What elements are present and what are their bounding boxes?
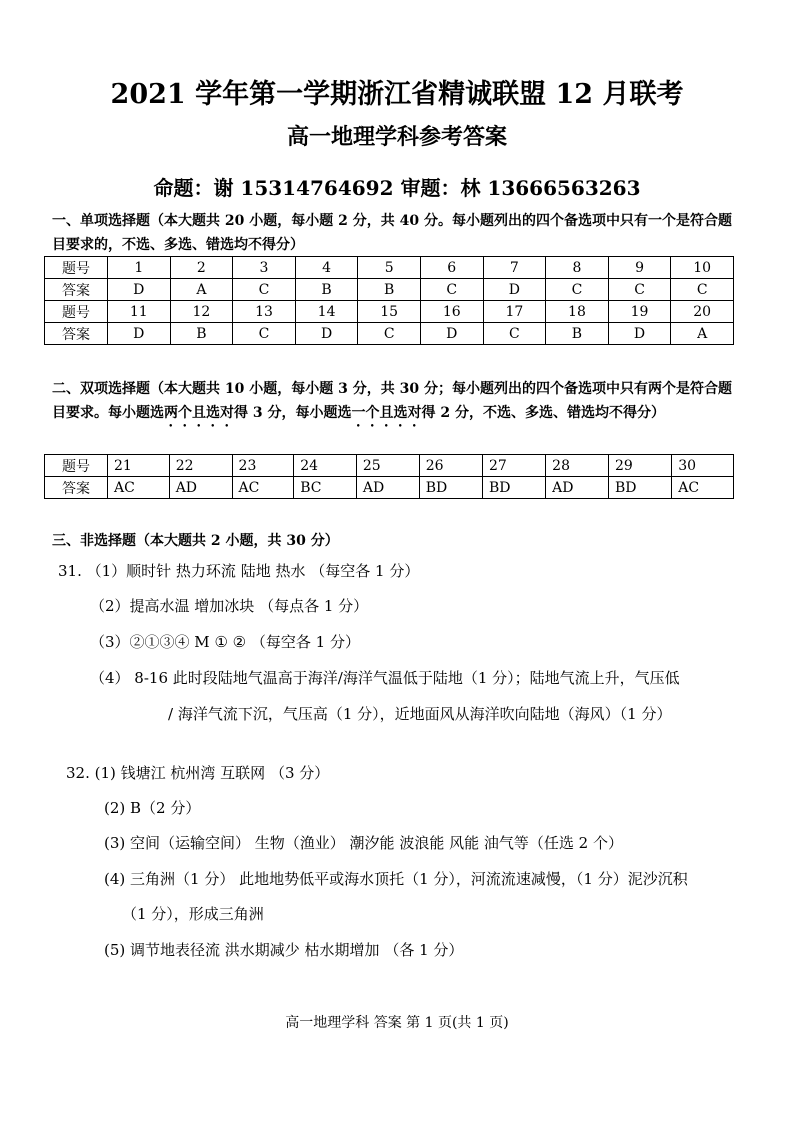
section1-heading: 一、单项选择题（本大题共 20 小题，每小题 2 分，共 40 分。每小题列出的四个备选项中只有一个是符合题目要求的，不选、多选、错选均不得分） — [52, 213, 732, 253]
table-cell: C — [483, 323, 546, 345]
table-row — [45, 323, 734, 345]
table-row — [45, 477, 734, 499]
table-cell: 18 — [546, 301, 609, 323]
table-cell: 24 — [294, 455, 357, 477]
table-cell: 28 — [546, 455, 609, 477]
table-cell: C — [671, 279, 734, 301]
q31-line-2: （2）提高水温 增加冰块 （每点各 1 分） — [90, 597, 369, 615]
section2-heading-part: 二、双项选择题（本大题共 10 小题，每小题 3 分，共 30 分；每小题列出的四个备选项中只有两个是符合题目要求。每小题选 — [52, 381, 732, 421]
table-cell: C — [233, 279, 296, 301]
emphasis-text: 一个且选对 — [351, 405, 422, 421]
table-row — [45, 279, 734, 301]
q32-line-2: (2) B（2 分） — [104, 799, 201, 817]
table-cell: 6 — [420, 257, 483, 279]
table-cell: 7 — [483, 257, 546, 279]
table-cell: A — [671, 323, 734, 345]
q31-line-4: （4） 8-16 此时段陆地气温高于海洋/海洋气温低于陆地（1 分）；陆地气流上升，气压低 — [90, 669, 680, 687]
table-cell: AC — [232, 477, 294, 499]
label-answer: 答案 — [45, 279, 108, 301]
section2-heading-part: 得 3 分，每小题选 — [234, 405, 352, 421]
table-cell: 26 — [419, 455, 482, 477]
table-cell: 5 — [358, 257, 421, 279]
table-cell: AD — [546, 477, 609, 499]
q32-line-3: (3) 空间（运输空间） 生物（渔业） 潮汐能 波浪能 风能 油气等（任选 2 个） — [104, 834, 623, 852]
table-cell: D — [608, 323, 671, 345]
page-footer: 高一地理学科 答案 第 1 页(共 1 页) — [285, 1015, 509, 1031]
table-cell: 10 — [671, 257, 734, 279]
table-cell: C — [420, 279, 483, 301]
table-cell: AD — [356, 477, 419, 499]
table-cell: 21 — [108, 455, 170, 477]
table-cell: 15 — [358, 301, 421, 323]
q32-line-5: （1 分），形成三角洲 — [122, 905, 264, 923]
table-cell: BC — [294, 477, 357, 499]
table-cell: 2 — [170, 257, 233, 279]
table-row — [45, 455, 734, 477]
label-answer: 答案 — [45, 323, 108, 345]
table-cell: 3 — [233, 257, 296, 279]
q31-line-5: / 海洋气流下沉，气压高（1 分），近地面风从海洋吹向陆地（海风）（1 分） — [168, 705, 672, 723]
table-cell: 22 — [169, 455, 232, 477]
table-cell: AD — [169, 477, 232, 499]
table-cell: 8 — [546, 257, 609, 279]
table-cell: 25 — [356, 455, 419, 477]
table-cell: D — [108, 279, 171, 301]
table-cell: 4 — [295, 257, 358, 279]
table-cell: 23 — [232, 455, 294, 477]
section3-heading: 三、非选择题（本大题共 2 小题，共 30 分） — [52, 533, 339, 549]
table-row — [45, 257, 734, 279]
table-cell: 17 — [483, 301, 546, 323]
table-cell: B — [546, 323, 609, 345]
page-subtitle: 高一地理学科参考答案 — [286, 124, 507, 150]
single-choice-table — [44, 256, 734, 345]
section2-heading-part: 得 2 分，不选、多选、错选均不得分） — [421, 405, 665, 421]
table-cell: 27 — [482, 455, 545, 477]
table-cell: BD — [609, 477, 672, 499]
table-cell: 30 — [672, 455, 734, 477]
table-cell: 20 — [671, 301, 734, 323]
label-answer: 答案 — [45, 477, 108, 499]
table-cell: 16 — [420, 301, 483, 323]
exam-title: 2021 学年第一学期浙江省精诚联盟 12 月联考 — [110, 79, 684, 110]
double-choice-table — [44, 454, 734, 499]
table-cell: 13 — [233, 301, 296, 323]
table-cell: BD — [482, 477, 545, 499]
table-cell: 9 — [608, 257, 671, 279]
q31-line-3: （3）②①③④ M ① ② （每空各 1 分） — [90, 633, 360, 651]
table-cell: B — [358, 279, 421, 301]
table-cell: A — [170, 279, 233, 301]
table-row — [45, 301, 734, 323]
label-question-no: 题号 — [45, 257, 108, 279]
emphasis-text: 两个且选对 — [164, 405, 234, 421]
table-cell: C — [358, 323, 421, 345]
table-cell: BD — [419, 477, 482, 499]
table-cell: 12 — [170, 301, 233, 323]
table-cell: D — [295, 323, 358, 345]
label-question-no: 题号 — [45, 455, 108, 477]
table-cell: D — [483, 279, 546, 301]
table-cell: 14 — [295, 301, 358, 323]
q32-line-1: 32. (1) 钱塘江 杭州湾 互联网 （3 分） — [66, 764, 330, 782]
q32-line-6: (5) 调节地表径流 洪水期减少 枯水期增加 （各 1 分） — [104, 941, 464, 959]
section2-heading — [52, 377, 742, 430]
table-cell: 1 — [108, 257, 171, 279]
table-cell: 29 — [609, 455, 672, 477]
q32-line-4: (4) 三角洲（1 分） 此地地势低平或海水顶托（1 分），河流流速减慢，（1 分）泥沙沉积 — [104, 870, 688, 888]
table-cell: B — [170, 323, 233, 345]
table-cell: AC — [672, 477, 734, 499]
table-cell: D — [108, 323, 171, 345]
table-cell: C — [608, 279, 671, 301]
author-line: 命题：谢 15314764692 审题：林 13666563263 — [153, 176, 641, 200]
table-cell: 19 — [608, 301, 671, 323]
table-cell: B — [295, 279, 358, 301]
table-cell: AC — [108, 477, 170, 499]
table-cell: C — [546, 279, 609, 301]
table-cell: C — [233, 323, 296, 345]
table-cell: 11 — [108, 301, 171, 323]
q31-line-1: 31. （1）顺时针 热力环流 陆地 热水 （每空各 1 分） — [58, 562, 420, 580]
table-cell: D — [420, 323, 483, 345]
label-question-no: 题号 — [45, 301, 108, 323]
